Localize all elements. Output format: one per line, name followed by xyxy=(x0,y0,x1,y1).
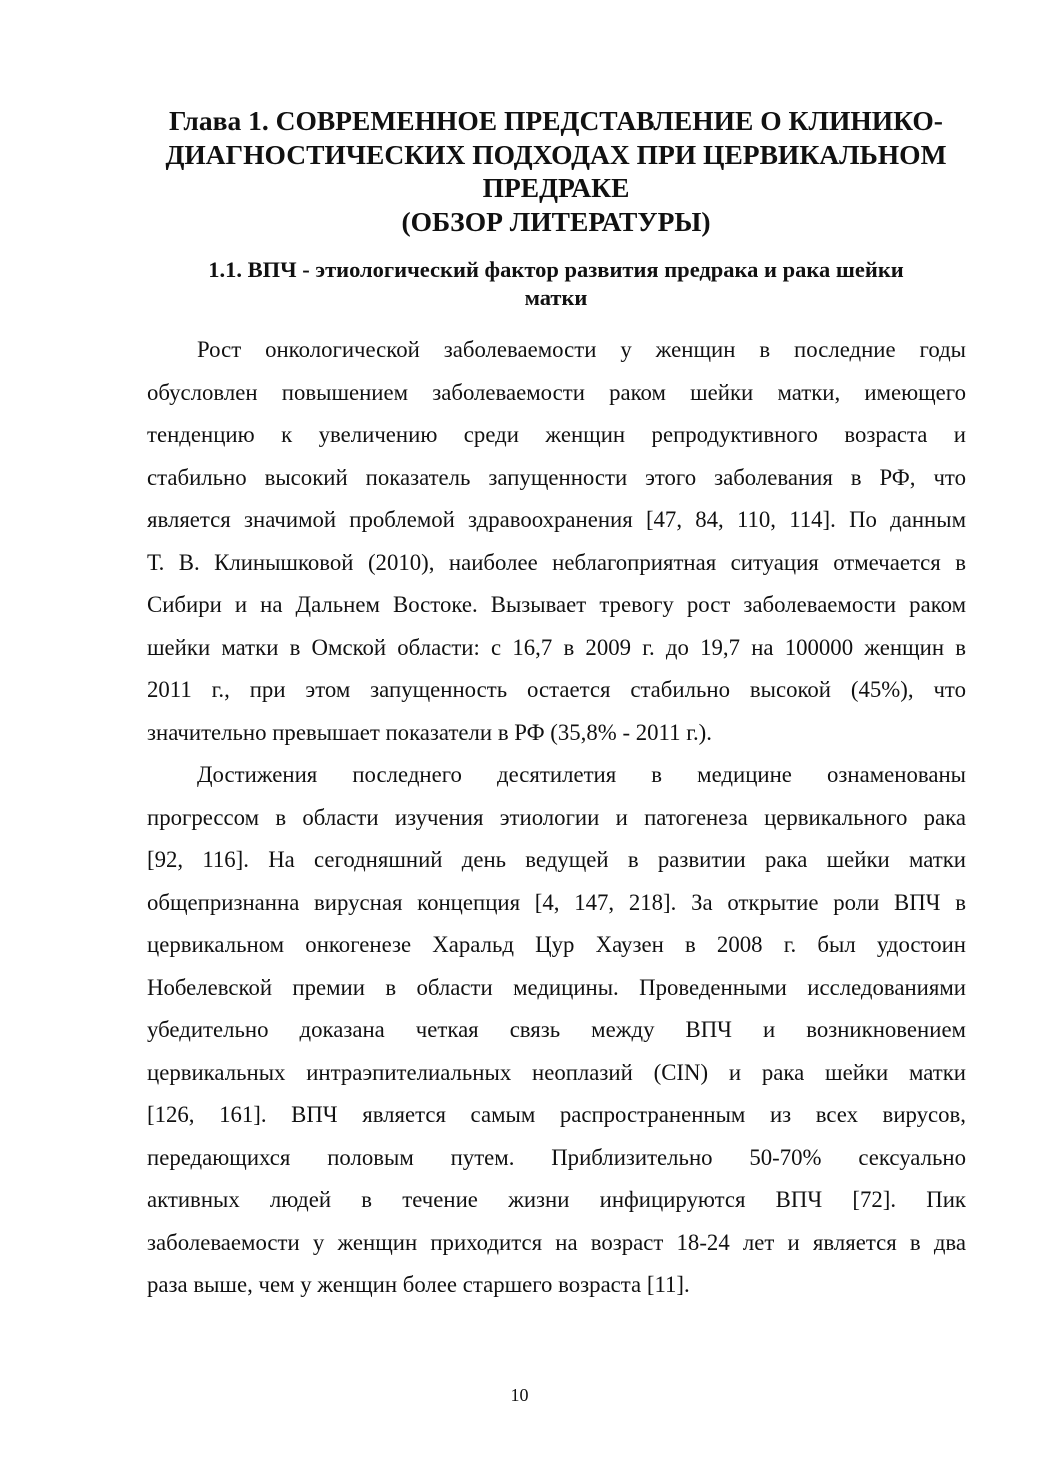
chapter-title-line: ДИАГНОСТИЧЕСКИХ ПОДХОДАХ ПРИ ЦЕРВИКАЛЬНОМ xyxy=(165,138,947,170)
text-line: шейки матки в Омской области: с 16,7 в 2009 г. до 19,7 на 100000 женщин в xyxy=(147,634,966,660)
chapter-title xyxy=(140,104,972,238)
paragraph xyxy=(147,754,966,1307)
page-number: 10 xyxy=(510,1385,529,1405)
text-line: [126, 161]. ВПЧ является самым распространенным из всех вирусов, xyxy=(147,1102,966,1127)
text-line: является значимой проблемой здравоохранения [47, 84, 110, 114]. По данным xyxy=(147,507,966,532)
text-line: тенденцию к увеличению среди женщин репродуктивного возраста и xyxy=(147,422,966,447)
text-line: передающихся половым путем. Приблизительно 50-70% сексуально xyxy=(147,1144,966,1170)
text-line: убедительно доказана четкая связь между ВПЧ и возникновением xyxy=(147,1017,966,1042)
text-line: Т. В. Клинышковой (2010), наиболее неблагоприятная ситуация отмечается в xyxy=(147,549,966,575)
text-line: заболеваемости у женщин приходится на возраст 18-24 лет и является в два xyxy=(147,1229,966,1255)
text-line: цервикальных интраэпителиальных неоплазий (CIN) и рака шейки матки xyxy=(147,1059,966,1085)
text-line: Достижения последнего десятилетия в медицине ознаменованы xyxy=(197,762,966,787)
text-line: стабильно высокий показатель запущенности этого заболевания в РФ, что xyxy=(147,464,966,490)
paragraph xyxy=(147,329,966,754)
chapter-title-line: Глава 1. СОВРЕМЕННОЕ ПРЕДСТАВЛЕНИЕ О КЛИНИКО- xyxy=(169,105,943,136)
chapter-title-line: (ОБЗОР ЛИТЕРАТУРЫ) xyxy=(401,205,711,237)
text-line: [92, 116]. На сегодняшний день ведущей в развитии рака шейки матки xyxy=(147,847,966,872)
text-line: Сибири и на Дальнем Востоке. Вызывает тревогу рост заболеваемости раком xyxy=(147,592,966,617)
text-line: активных людей в течение жизни инфицируются ВПЧ [72]. Пик xyxy=(147,1187,966,1212)
section-title-line: 1.1. ВПЧ - этиологический фактор развития предрака и рака шейки xyxy=(208,257,904,282)
section-title-line: матки xyxy=(524,285,588,310)
text-line: раза выше, чем у женщин более старшего возраста [11]. xyxy=(147,1272,690,1297)
text-line: Нобелевской премии в области медицины. Проведенными исследованиями xyxy=(147,974,966,1000)
text-line: цервикальном онкогенезе Харальд Цур Хаузен в 2008 г. был удостоин xyxy=(147,932,966,957)
text-line: обусловлен повышением заболеваемости раком шейки матки, имеющего xyxy=(147,379,966,405)
body-text xyxy=(147,329,966,1307)
section-title xyxy=(140,256,972,312)
text-line: значительно превышает показатели в РФ (35,8% - 2011 г.). xyxy=(147,719,712,745)
text-line: Рост онкологической заболеваемости у женщин в последние годы xyxy=(197,337,966,362)
text-line: 2011 г., при этом запущенность остается стабильно высокой (45%), что xyxy=(147,677,966,702)
text-line: прогрессом в области изучения этиологии и патогенеза цервикального рака xyxy=(147,804,966,830)
text-line: общепризнанна вирусная концепция [4, 147, 218]. За открытие роли ВПЧ в xyxy=(147,889,966,915)
chapter-title-line: ПРЕДРАКЕ xyxy=(482,172,630,203)
